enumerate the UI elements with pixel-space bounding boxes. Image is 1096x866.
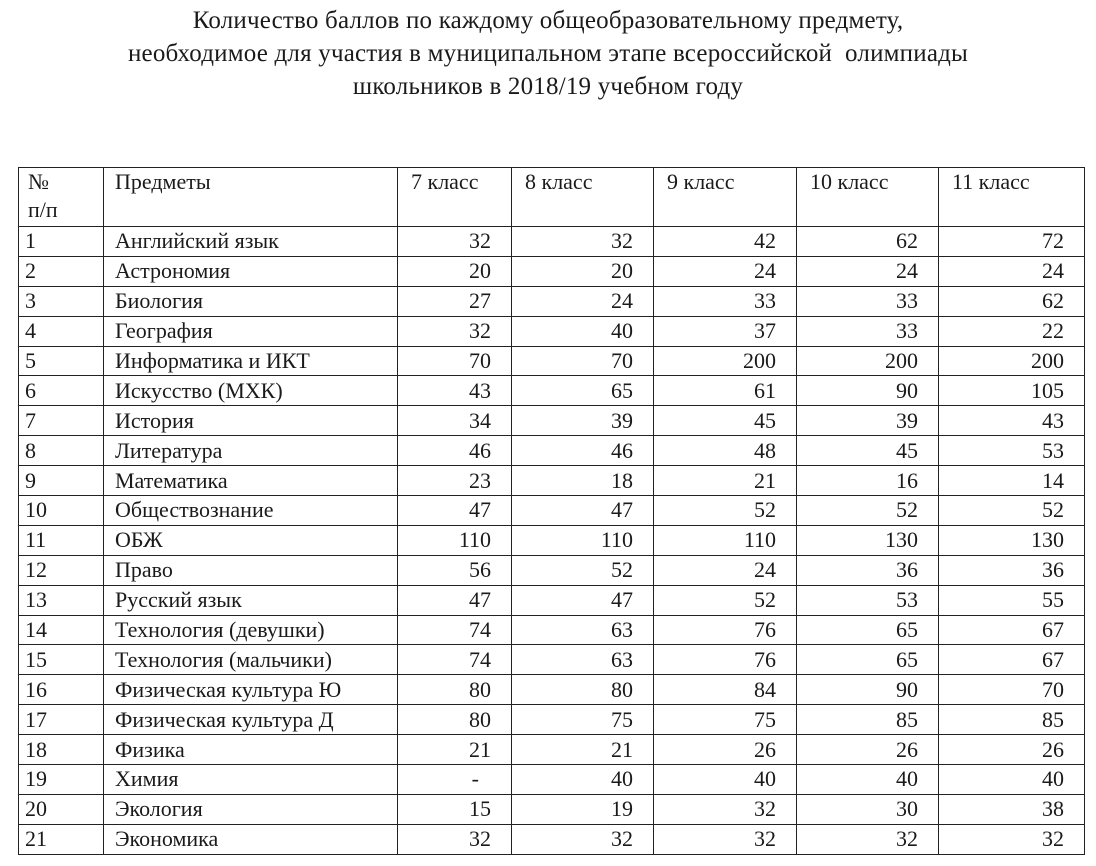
score-grade-8: 75 <box>512 705 654 735</box>
row-number: 8 <box>19 436 104 466</box>
header-grade-11: 11 класс <box>939 168 1085 227</box>
subject-name: Обществознание <box>104 496 398 526</box>
score-grade-10: 65 <box>797 615 939 645</box>
header-grade-10: 10 класс <box>797 168 939 227</box>
subject-name: Физика <box>104 735 398 765</box>
score-grade-9: 76 <box>654 615 797 645</box>
row-number: 10 <box>19 496 104 526</box>
score-grade-11: 32 <box>939 824 1085 854</box>
score-grade-7: 47 <box>398 496 512 526</box>
score-grade-10: 33 <box>797 286 939 316</box>
score-grade-10: 53 <box>797 585 939 615</box>
score-grade-8: 20 <box>512 256 654 286</box>
row-number: 20 <box>19 794 104 824</box>
score-grade-9: 48 <box>654 436 797 466</box>
score-grade-9: 33 <box>654 286 797 316</box>
subject-name: Экология <box>104 794 398 824</box>
score-grade-9: 75 <box>654 705 797 735</box>
score-grade-7: 110 <box>398 525 512 555</box>
score-grade-11: 200 <box>939 346 1085 376</box>
score-grade-8: 32 <box>512 824 654 854</box>
subject-name: Физическая культура Д <box>104 705 398 735</box>
score-grade-9: 110 <box>654 525 797 555</box>
title-line-2: необходимое для участия в муниципальном этапе всероссийской олимпиады <box>127 40 969 67</box>
score-grade-11: 67 <box>939 615 1085 645</box>
row-number: 16 <box>19 675 104 705</box>
score-grade-10: 40 <box>797 765 939 795</box>
subject-name: Технология (девушки) <box>104 615 398 645</box>
document-title <box>0 4 1096 103</box>
score-grade-7: 34 <box>398 406 512 436</box>
table-row <box>19 824 1085 854</box>
score-grade-8: 39 <box>512 406 654 436</box>
row-number: 18 <box>19 735 104 765</box>
score-grade-11: 52 <box>939 496 1085 526</box>
score-grade-9: 37 <box>654 316 797 346</box>
table-row <box>19 227 1085 257</box>
score-grade-10: 90 <box>797 376 939 406</box>
row-number: 15 <box>19 645 104 675</box>
score-grade-10: 65 <box>797 645 939 675</box>
score-grade-11: 53 <box>939 436 1085 466</box>
subject-name: Литература <box>104 436 398 466</box>
score-grade-8: 21 <box>512 735 654 765</box>
score-grade-9: 42 <box>654 227 797 257</box>
score-grade-7: 80 <box>398 675 512 705</box>
score-grade-10: 62 <box>797 227 939 257</box>
score-grade-8: 46 <box>512 436 654 466</box>
score-grade-10: 200 <box>797 346 939 376</box>
subject-name: Английский язык <box>104 227 398 257</box>
header-row <box>19 168 1085 227</box>
score-grade-8: 24 <box>512 286 654 316</box>
subject-name: Русский язык <box>104 585 398 615</box>
row-number: 14 <box>19 615 104 645</box>
score-grade-10: 39 <box>797 406 939 436</box>
score-grade-10: 52 <box>797 496 939 526</box>
score-grade-11: 105 <box>939 376 1085 406</box>
score-grade-8: 47 <box>512 585 654 615</box>
score-grade-9: 52 <box>654 585 797 615</box>
header-subject: Предметы <box>104 168 398 227</box>
subject-name: Астрономия <box>104 256 398 286</box>
row-number: 13 <box>19 585 104 615</box>
subject-name: Биология <box>104 286 398 316</box>
score-grade-7: 21 <box>398 735 512 765</box>
score-grade-7: 74 <box>398 645 512 675</box>
score-grade-10: 45 <box>797 436 939 466</box>
score-grade-9: 52 <box>654 496 797 526</box>
subject-name: Физическая культура Ю <box>104 675 398 705</box>
score-grade-9: 21 <box>654 466 797 496</box>
table-row <box>19 376 1085 406</box>
table-row <box>19 525 1085 555</box>
header-number-symbol: № <box>28 169 49 194</box>
score-grade-10: 33 <box>797 316 939 346</box>
table-row <box>19 735 1085 765</box>
subject-name: Информатика и ИКТ <box>104 346 398 376</box>
subject-name: Математика <box>104 466 398 496</box>
score-grade-7: 23 <box>398 466 512 496</box>
row-number: 17 <box>19 705 104 735</box>
row-number: 19 <box>19 765 104 795</box>
score-grade-9: 45 <box>654 406 797 436</box>
table-row <box>19 615 1085 645</box>
score-grade-9: 32 <box>654 824 797 854</box>
score-grade-11: 62 <box>939 286 1085 316</box>
score-grade-7: 20 <box>398 256 512 286</box>
score-grade-9: 24 <box>654 555 797 585</box>
table-row <box>19 794 1085 824</box>
score-grade-9: 61 <box>654 376 797 406</box>
score-grade-10: 16 <box>797 466 939 496</box>
score-grade-11: 14 <box>939 466 1085 496</box>
score-grade-11: 40 <box>939 765 1085 795</box>
score-grade-8: 47 <box>512 496 654 526</box>
score-grade-10: 24 <box>797 256 939 286</box>
header-number-abbrev: п/п <box>28 197 58 222</box>
title-line-1: Количество баллов по каждому общеобразовательному предмету, <box>192 7 904 34</box>
header-number <box>19 168 104 227</box>
title-line-3: школьников в 2018/19 учебном году <box>352 73 744 100</box>
score-grade-9: 84 <box>654 675 797 705</box>
scores-table <box>18 167 1085 855</box>
table-row <box>19 585 1085 615</box>
subject-name: Экономика <box>104 824 398 854</box>
score-grade-11: 55 <box>939 585 1085 615</box>
score-grade-9: 200 <box>654 346 797 376</box>
row-number: 6 <box>19 376 104 406</box>
table-row <box>19 496 1085 526</box>
row-number: 12 <box>19 555 104 585</box>
score-grade-8: 80 <box>512 675 654 705</box>
score-grade-7: 43 <box>398 376 512 406</box>
row-number: 21 <box>19 824 104 854</box>
score-grade-11: 130 <box>939 525 1085 555</box>
score-grade-8: 52 <box>512 555 654 585</box>
score-grade-8: 18 <box>512 466 654 496</box>
score-grade-11: 24 <box>939 256 1085 286</box>
score-grade-8: 65 <box>512 376 654 406</box>
table-row <box>19 705 1085 735</box>
table-row <box>19 675 1085 705</box>
subject-name: Право <box>104 555 398 585</box>
table-row <box>19 645 1085 675</box>
score-grade-11: 72 <box>939 227 1085 257</box>
score-grade-7: 46 <box>398 436 512 466</box>
subject-name: ОБЖ <box>104 525 398 555</box>
score-grade-7: - <box>398 765 512 795</box>
score-grade-9: 40 <box>654 765 797 795</box>
score-grade-8: 32 <box>512 227 654 257</box>
header-grade-8: 8 класс <box>512 168 654 227</box>
subject-name: Технология (мальчики) <box>104 645 398 675</box>
score-grade-8: 63 <box>512 645 654 675</box>
row-number: 1 <box>19 227 104 257</box>
row-number: 2 <box>19 256 104 286</box>
score-grade-11: 22 <box>939 316 1085 346</box>
row-number: 11 <box>19 525 104 555</box>
table-row <box>19 346 1085 376</box>
score-grade-7: 32 <box>398 227 512 257</box>
score-grade-9: 26 <box>654 735 797 765</box>
table-row <box>19 256 1085 286</box>
table-row <box>19 316 1085 346</box>
score-grade-10: 26 <box>797 735 939 765</box>
score-grade-8: 19 <box>512 794 654 824</box>
row-number: 5 <box>19 346 104 376</box>
header-grade-9: 9 класс <box>654 168 797 227</box>
score-grade-10: 36 <box>797 555 939 585</box>
table-row <box>19 765 1085 795</box>
score-grade-8: 40 <box>512 316 654 346</box>
row-number: 9 <box>19 466 104 496</box>
score-grade-10: 30 <box>797 794 939 824</box>
row-number: 7 <box>19 406 104 436</box>
score-grade-10: 130 <box>797 525 939 555</box>
score-grade-11: 26 <box>939 735 1085 765</box>
score-grade-7: 32 <box>398 316 512 346</box>
table-row <box>19 436 1085 466</box>
score-grade-7: 80 <box>398 705 512 735</box>
score-grade-7: 32 <box>398 824 512 854</box>
subject-name: География <box>104 316 398 346</box>
subject-name: Искусство (МХК) <box>104 376 398 406</box>
score-grade-9: 32 <box>654 794 797 824</box>
table-row <box>19 286 1085 316</box>
score-grade-9: 76 <box>654 645 797 675</box>
score-grade-9: 24 <box>654 256 797 286</box>
score-grade-11: 85 <box>939 705 1085 735</box>
score-grade-11: 43 <box>939 406 1085 436</box>
score-grade-7: 56 <box>398 555 512 585</box>
table-row <box>19 555 1085 585</box>
score-grade-8: 40 <box>512 765 654 795</box>
score-grade-11: 38 <box>939 794 1085 824</box>
subject-name: Химия <box>104 765 398 795</box>
table-row <box>19 406 1085 436</box>
score-grade-10: 85 <box>797 705 939 735</box>
score-grade-11: 36 <box>939 555 1085 585</box>
score-grade-10: 32 <box>797 824 939 854</box>
score-grade-10: 90 <box>797 675 939 705</box>
score-grade-7: 74 <box>398 615 512 645</box>
score-grade-7: 27 <box>398 286 512 316</box>
score-grade-8: 70 <box>512 346 654 376</box>
row-number: 4 <box>19 316 104 346</box>
score-grade-7: 47 <box>398 585 512 615</box>
score-grade-7: 70 <box>398 346 512 376</box>
row-number: 3 <box>19 286 104 316</box>
header-grade-7: 7 класс <box>398 168 512 227</box>
score-grade-8: 63 <box>512 615 654 645</box>
score-grade-8: 110 <box>512 525 654 555</box>
score-grade-7: 15 <box>398 794 512 824</box>
table-row <box>19 466 1085 496</box>
score-grade-11: 67 <box>939 645 1085 675</box>
subject-name: История <box>104 406 398 436</box>
score-grade-11: 70 <box>939 675 1085 705</box>
